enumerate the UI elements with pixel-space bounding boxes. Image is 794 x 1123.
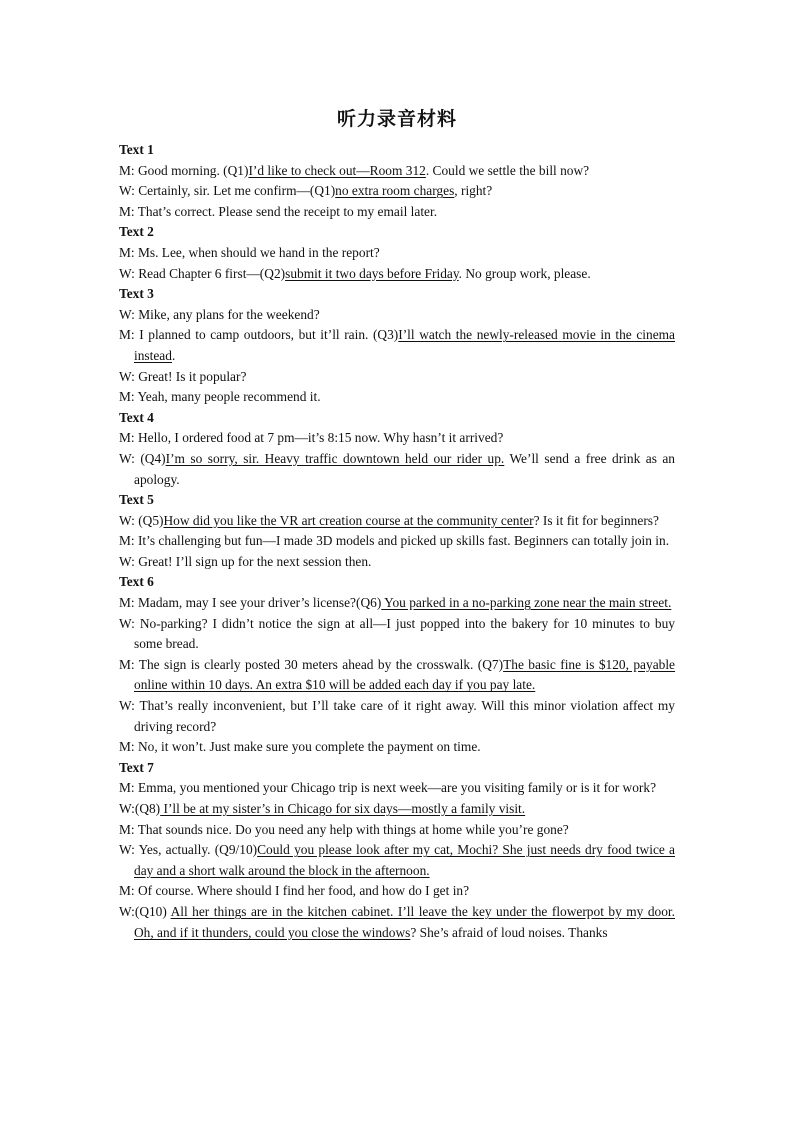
dialogue-text: M: I planned to camp outdoors, but it’ll rain. (Q3) <box>119 327 399 343</box>
dialogue-text: W:(Q10) <box>119 903 171 919</box>
answer-underline: All her things are in the kitchen cabinet. I’ll leave the key under the flowerpot by my door. Oh, and if it thunders, could you close the windows <box>134 903 675 940</box>
dialogue-text: M: That sounds nice. Do you need any help with things at home while you’re gone? <box>119 821 569 837</box>
dialogue-line <box>119 449 675 490</box>
dialogue-text: W: No-parking? I didn’t notice the sign at all—I just popped into the bakery for 10 minutes to buy some bread. <box>119 615 675 652</box>
dialogue-line <box>119 593 675 614</box>
dialogue-text: M: It’s challenging but fun—I made 3D models and picked up skills fast. Beginners can totally join in. <box>119 533 670 549</box>
dialogue-text: W: Read Chapter 6 first—(Q2) <box>119 265 286 281</box>
dialogue-text: W: Great! Is it popular? <box>119 368 247 384</box>
section-heading: Text 1 <box>119 142 154 157</box>
dialogue-text: We’ll send a free drink as an apology. <box>134 450 675 487</box>
dialogue-text: , right? <box>454 183 493 199</box>
page-title: 听力录音材料 <box>336 108 457 130</box>
dialogue-line <box>119 367 675 388</box>
dialogue-text: W: (Q5) <box>119 512 164 528</box>
dialogue-text: M: Yeah, many people recommend it. <box>119 389 321 405</box>
dialogue-text: . <box>171 347 176 363</box>
dialogue-text: M: Emma, you mentioned your Chicago trip is next week—are you visiting family or is it for work? <box>119 780 657 796</box>
dialogue-line <box>119 902 675 943</box>
transcript-body <box>119 140 675 943</box>
dialogue-line <box>119 511 675 532</box>
section-heading: Text 2 <box>119 224 154 240</box>
dialogue-text: M: Hello, I ordered food at 7 pm—it’s 8:15 now. Why hasn’t it arrived? <box>119 430 504 446</box>
answer-underline: Could you please look after my cat, Mochi? She just needs dry food twice a day and a short walk around the block in the afternoon. <box>134 842 675 878</box>
dialogue-line <box>119 181 675 202</box>
dialogue-line <box>119 243 675 264</box>
answer-underline: submit it two days before Friday <box>285 265 459 281</box>
dialogue-text: M: The sign is clearly posted 30 meters ahead by the crosswalk. (Q7) <box>119 656 504 672</box>
dialogue-line <box>119 325 675 366</box>
dialogue-text: W: Mike, any plans for the weekend? <box>119 306 320 322</box>
dialogue-text: ? She’s afraid of loud noises. Thanks <box>410 924 608 940</box>
answer-underline: I’ll watch the newly-released movie in the cinema instead <box>134 327 675 363</box>
dialogue-line <box>119 387 675 408</box>
dialogue-text: W: That’s really inconvenient, but I’ll take care of it right away. Will this minor violation affect my driving record? <box>119 698 675 734</box>
answer-underline: I’m so sorry, sir. Heavy traffic downtown held our rider up. <box>165 450 505 466</box>
section-heading: Text 3 <box>119 286 154 302</box>
dialogue-text: W: Certainly, sir. Let me confirm—(Q1) <box>119 183 336 199</box>
answer-underline: I’ll be at my sister’s in Chicago for six days—mostly a family visit. <box>160 801 526 816</box>
answer-underline: The basic fine is $120, payable online within 10 days. An extra $10 will be added each day if you pay late. <box>134 656 676 693</box>
dialogue-text: W: Yes, actually. (Q9/10) <box>119 842 258 858</box>
answer-underline: I’d like to check out—Room 312 <box>248 162 426 178</box>
dialogue-text: . Could we settle the bill now? <box>425 162 590 178</box>
dialogue-line <box>119 552 675 573</box>
dialogue-text: M: That’s correct. Please send the receipt to my email later. <box>119 203 438 219</box>
section-heading: Text 6 <box>119 574 154 590</box>
dialogue-text: W:(Q8) <box>119 801 161 816</box>
answer-underline: no extra room charges <box>335 183 455 199</box>
dialogue-text: W: Great! I’ll sign up for the next session then. <box>119 553 372 569</box>
answer-underline: How did you like the VR art creation course at the community center <box>163 512 534 528</box>
dialogue-text: M: Madam, may I see your driver’s license?(Q6) <box>119 595 382 611</box>
dialogue-line <box>119 820 675 841</box>
dialogue-line <box>119 202 675 223</box>
dialogue-text: . No group work, please. <box>458 265 591 281</box>
dialogue-line <box>119 264 675 285</box>
dialogue-line <box>119 161 675 182</box>
dialogue-line <box>119 696 675 737</box>
dialogue-line <box>119 840 675 881</box>
dialogue-line <box>119 531 675 552</box>
dialogue-line <box>119 614 675 655</box>
section-heading: Text 7 <box>119 759 154 775</box>
dialogue-line <box>119 799 675 820</box>
dialogue-text: M: Of course. Where should I find her food, and how do I get in? <box>119 883 470 899</box>
dialogue-line <box>119 737 675 758</box>
dialogue-line <box>119 778 675 799</box>
dialogue-line <box>119 881 675 902</box>
dialogue-line <box>119 655 675 696</box>
dialogue-text: M: Good morning. (Q1) <box>119 162 249 178</box>
dialogue-text: ? Is it fit for beginners? <box>533 512 659 528</box>
dialogue-text: M: No, it won’t. Just make sure you complete the payment on time. <box>119 739 481 755</box>
answer-underline: You parked in a no-parking zone near the main street. <box>381 595 672 611</box>
dialogue-line <box>119 305 675 326</box>
section-heading: Text 4 <box>119 409 154 425</box>
section-heading: Text 5 <box>119 492 154 508</box>
dialogue-text: W: (Q4) <box>119 450 166 466</box>
dialogue-line <box>119 428 675 449</box>
dialogue-text: M: Ms. Lee, when should we hand in the report? <box>119 244 380 260</box>
